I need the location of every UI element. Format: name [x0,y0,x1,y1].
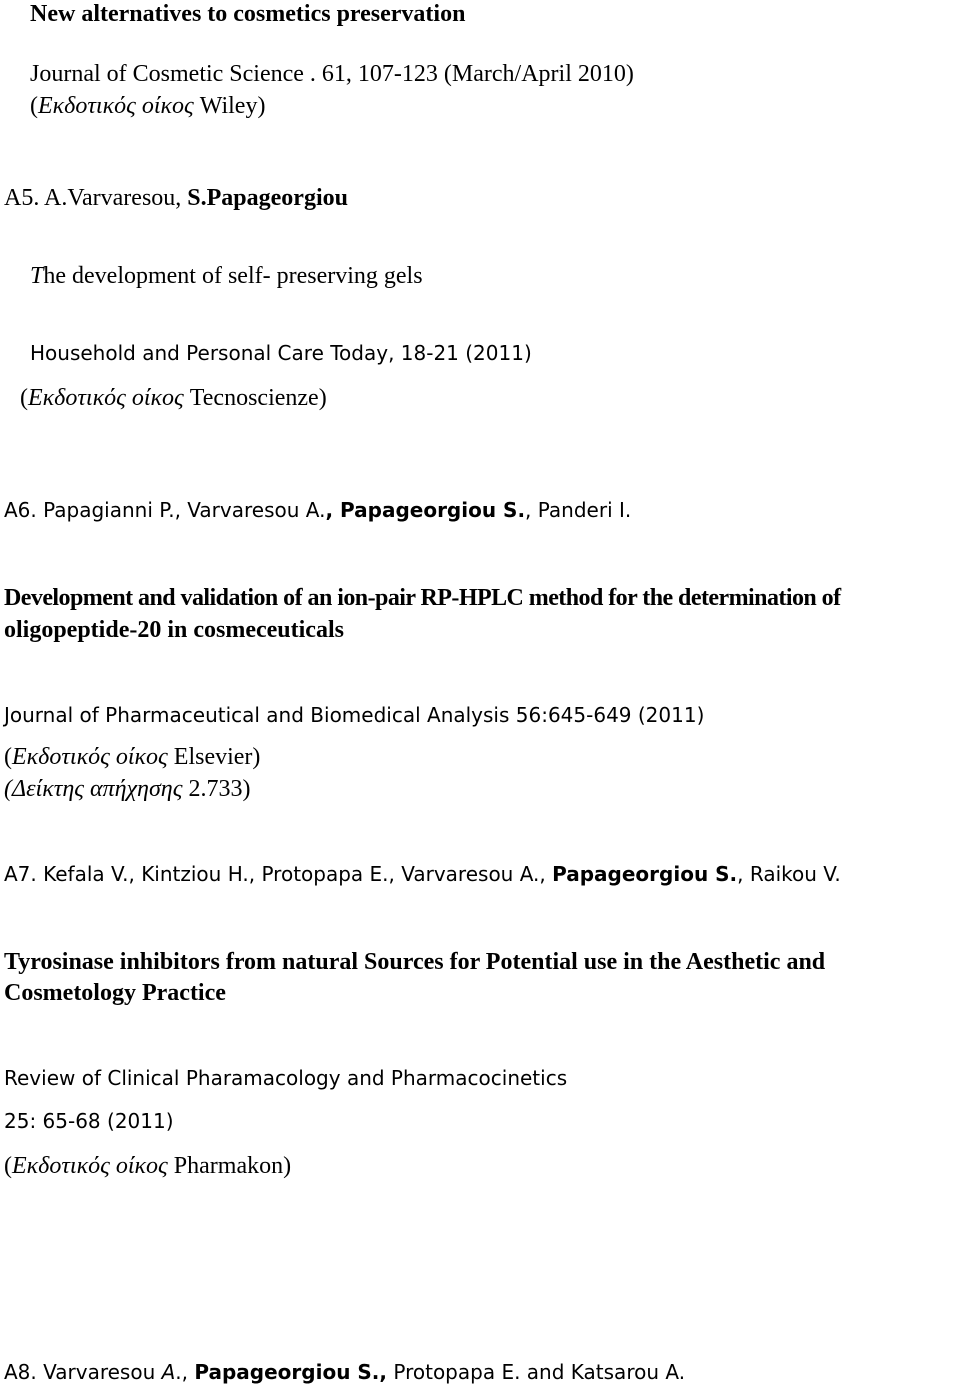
publisher-open: ( [20,385,28,411]
entry-a5-title [30,264,423,288]
entry-a4-title: New alternatives to cosmetics preservation [30,1,466,27]
entry-a4-journal: Journal of Cosmetic Science . 61, 107-123 (March/April 2010) [30,61,634,87]
publisher-open: ( [30,93,38,119]
authors-tail: , Raikou V. [737,862,841,886]
authors-bold: Papageorgiou S. [552,862,738,886]
entry-a7-title-line2: Cosmetology Practice [4,980,226,1006]
authors-tail: , Panderi I. [525,498,632,522]
title-first-letter: T [30,263,44,289]
publisher-open: ( [4,744,12,770]
publisher-open: ( [4,1153,12,1179]
publisher-label: Εκδοτικός οίκος [12,744,168,770]
entry-a6-title-line2: oligopeptide-20 in cosmeceuticals [4,617,344,643]
entry-a6-publisher [4,745,260,769]
authors-bold: Papageorgiou S., [194,1360,388,1384]
entry-a6-impact [4,777,250,801]
authors-plain: A5. A.Varvaresou, [4,185,188,211]
entry-a7-journal: Review of Clinical Pharamacology and Pharmacocinetics [4,1066,568,1090]
entry-a6-title-line1: Development and validation of an ion-pair RP-HPLC method for the determination of [4,585,841,611]
authors-italic: A [161,1360,176,1384]
publisher-name: Pharmakon) [167,1153,292,1179]
entry-a5-publisher [20,386,327,410]
authors-bold: , Papageorgiou S. [325,498,526,522]
authors-sep: ., [175,1360,195,1384]
authors-tail: Protopapa E. and Katsarou A. [387,1360,686,1384]
authors-plain: A7. Kefala V., Kintziou H., Protopapa E., Varvaresou A., [4,862,553,886]
authors-bold: S.Papageorgiou [187,185,348,211]
impact-value: 2.733) [182,776,251,802]
entry-a7-publisher [4,1154,291,1178]
title-rest: he development of self- preserving gels [43,263,423,289]
publisher-label: Εκδοτικός οίκος [28,385,184,411]
entry-a4-publisher [30,94,265,118]
authors-plain: A6. Papagianni P., Varvaresou A. [4,498,326,522]
entry-a5-journal: Household and Personal Care Today, 18-21 (2011) [30,341,532,365]
publisher-name: Wiley) [193,93,266,119]
entry-a6-authors [4,500,631,520]
publisher-name: Elsevier) [167,744,261,770]
entry-a5-authors [4,186,348,210]
entry-a7-authors [4,864,841,884]
impact-label: (Δείκτης απήχησης [4,776,183,802]
entry-a8-authors [4,1362,685,1382]
entry-a7-title-line1: Tyrosinase inhibitors from natural Sources for Potential use in the Aesthetic and [4,949,826,975]
publisher-name: Tecnoscienze) [183,385,327,411]
authors-prefix: A8. Varvaresou [4,1360,162,1384]
entry-a6-journal: Journal of Pharmaceutical and Biomedical Analysis 56:645-649 (2011) [4,703,705,727]
entry-a7-volume: 25: 65-68 (2011) [4,1109,174,1133]
publisher-label: Εκδοτικός οίκος [12,1153,168,1179]
publisher-label: Εκδοτικός οίκος [38,93,194,119]
